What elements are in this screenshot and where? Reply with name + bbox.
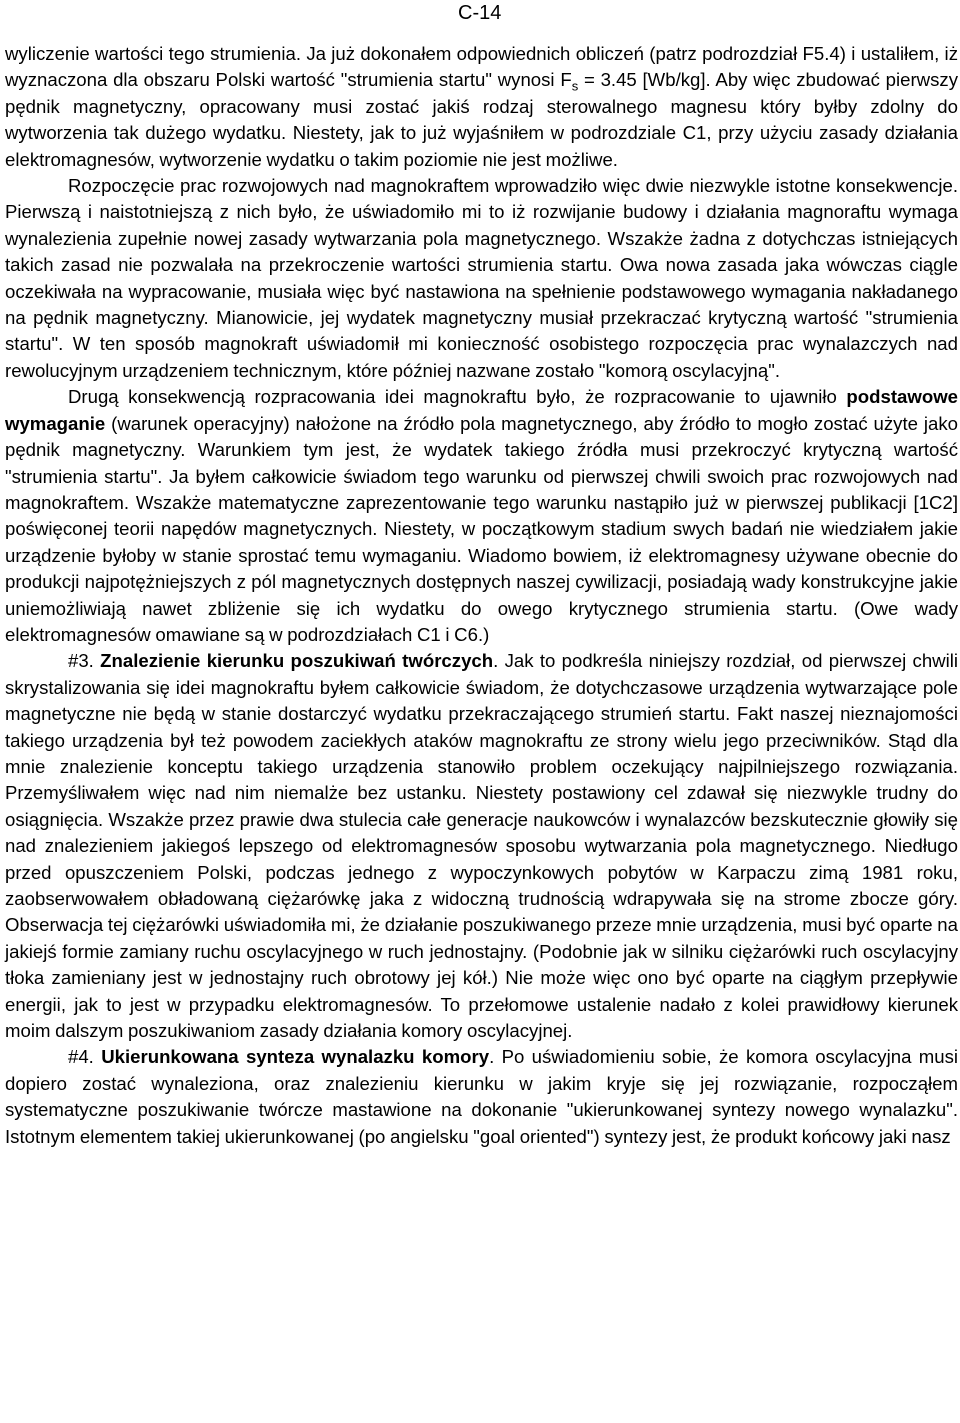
section-4-text: . Po uświadomieniu sobie, że komora oscylacyjna musi dopiero zostać wynaleziona, oraz znalezieniu kierunku w jakim kryje się jej rozwiązanie, rozpocząłem systematyczne poszukiwanie twórcze mastawione na dokonanie "ukierunkowanej syntezy nowego wynalazku". Istotnym elementem takiej ukierunkowanej (po angielsku "goal oriented") syntezy jest, że produkt końcowy jaki nasz — [5, 1046, 959, 1147]
paragraph-3-text-start: Drugą konsekwencją rozpracowania idei magnokraftu było, że rozpracowanie to ujawniło — [68, 386, 847, 408]
paragraph-1-text-start: wyliczenie wartości tego strumienia. Ja już dokonałem odpowiednich obliczeń (patrz podrozdział F5.4) i ustaliłem, iż wyznaczona dla obszaru Polski wartość "strumienia startu" wynosi F — [5, 43, 958, 91]
page-number: C-14 — [458, 2, 502, 24]
section-4-number: #4. — [68, 1046, 102, 1068]
paragraph-3 — [5, 384, 958, 648]
section-3-number: #3. — [68, 650, 101, 672]
document-body — [5, 41, 958, 1150]
paragraph-3-text-end: (warunek operacyjny) nałożone na źródło pola magnetycznego, aby źródło to mogło zostać użyte jako pędnik magnetyczny. Warunkiem tym jest, że wydatek takiego źródła musi przekroczyć krytyczną wartość "strumienia startu". Ja byłem całkowicie świadom tego warunku od pierwszej chwili swoich prac rozwojowych nad magnokraftem. Wszakże matematyczne zaprezentowanie tego warunku nastąpiło już w pierwszej publikacji [1C2] poświęconej teorii napędów magnetycznych. Niestety, w początkowym stadium swych badań nie wiedziałem jakie urządzenie byłoby w stanie sprostać temu wymaganiu. Wiadomo bowiem, iż elektromagnesy używane obecnie do produkcji najpotężniejszych z pól magnetycznych dostępnych naszej cywilizacji, posiadają wady konstrukcyjne jakie uniemożliwiają nawet zbliżenie się ich wydatku do owego krytycznego strumienia startu. (Owe wady elektromagnesów omawiane są w podrozdziałach C1 i C6.) — [5, 412, 958, 645]
paragraph-1-text-end: = 3.45 [Wb/kg]. Aby więc zbudować pierwszy pędnik magnetyczny, opracowany musi zostać jakiś rodzaj sterowalnego magnesu który byłby zdolny do wytworzenia tak dużego wydatku. Niestety, jak to już wyjaśniłem w podrozdziale C1, przy użyciu zasady działania elektromagnesów, wytworzenie wydatku o takim poziomie nie jest możliwe. — [5, 69, 958, 170]
flux-subscript: s — [571, 79, 579, 95]
section-3-paragraph — [5, 648, 958, 1044]
paragraph-2: Rozpoczęcie prac rozwojowych nad magnokraftem wprowadziło więc dwie niezwykle istotne konsekwencje. Pierwszą i naistotniejszą z nich było, że uświadomiło mi to iż rozwijanie budowy i działania magnoraftu wymaga wynalezienia zupełnie nowej zasady wytwarzania pola magnetycznego. Wszakże żadna z dotychczas istniejących takich zasad nie pozwalała na przekroczenie wartości strumienia startu. Owa nowa zasada jaka wówczas ciągle oczekiwała na wypracowanie, musiała więc być nastawiona na spełnienie podstawowego wymagania nakładanego na pędnik magnetyczny. Mianowicie, jej wydatek magnetyczny musiał przekraczać krytyczną wartość "strumienia startu". W ten sposób magnokraft uświadomił mi konieczność osobistego rozpoczęcia prac wynalazczych nad rewolucyjnym urządzeniem technicznym, które później nazwane zostało "komorą oscylacyjną". — [5, 175, 958, 381]
section-4-heading: Ukierunkowana synteza wynalazku komory — [101, 1046, 490, 1068]
section-4-paragraph — [5, 1044, 958, 1150]
bold-phrase: podstawowe wymaganie — [5, 386, 958, 434]
section-3-text: . Jak to podkreśla niniejszy rozdział, od pierwszej chwili skrystalizowania się idei magnokraftu byłem całkowicie świadom, że dotychczasowe urządzenia wytwarzające pole magnetyczne nie będą w stanie dostarczyć wydatku przekraczającego strumień startu. Fakt naszej nieznajomości takiego urządzenia był też powodem zaciekłych ataków magnokraftu ze strony wielu jego przeciwników. Stąd dla mnie znalezienie konceptu takiego urządzenia stanowiło problem oczekujący najpilniejszego rozwiązania. Przemyśliwałem więc nad nim niemalże bez ustanku. Niestety postawiony cel zdawał się niezwykle trudny do osiągnięcia. Wszakże przez prawie dwa stulecia całe generacje naukowców i wynalazców bezskutecznie głowiły się nad znalezieniem jakiegoś lepszego od elektromagnesów sposobu wytwarzania pola magnetycznego. Niedługo przed opuszczeniem Polski, podczas jednego z wypoczynkowych pobytów w Karpaczu zimą 1981 roku, zaobserwowałem obładowaną ciężarówkę jaka z widoczną trudnością wdrapywała się na strome zbocze góry. Obserwacja tej ciężarówki uświadomiła mi, że działanie poszukiwanego przeze mnie urządzenia, musi być oparte na jakiejś formie zamiany ruchu oscylacyjnego w ruch jednostajny. (Podobnie jak w silniku ciężarówki ruch oscylacyjny tłoka zamieniany jest w jednostajny ruch obrotowy jej kół.) Nie może więc ono być oparte na ciągłym przepływie energii, jak to jest w przypadku elektromagnesów. To przełomowe ustalenie nadało z kolei prawidłowy kierunek moim dalszym poszukiwaniom zasady działania komory oscylacyjnej. — [5, 650, 958, 1042]
section-3-heading: Znalezienie kierunku poszukiwań twórczych — [100, 650, 494, 672]
paragraph-1 — [5, 41, 958, 173]
